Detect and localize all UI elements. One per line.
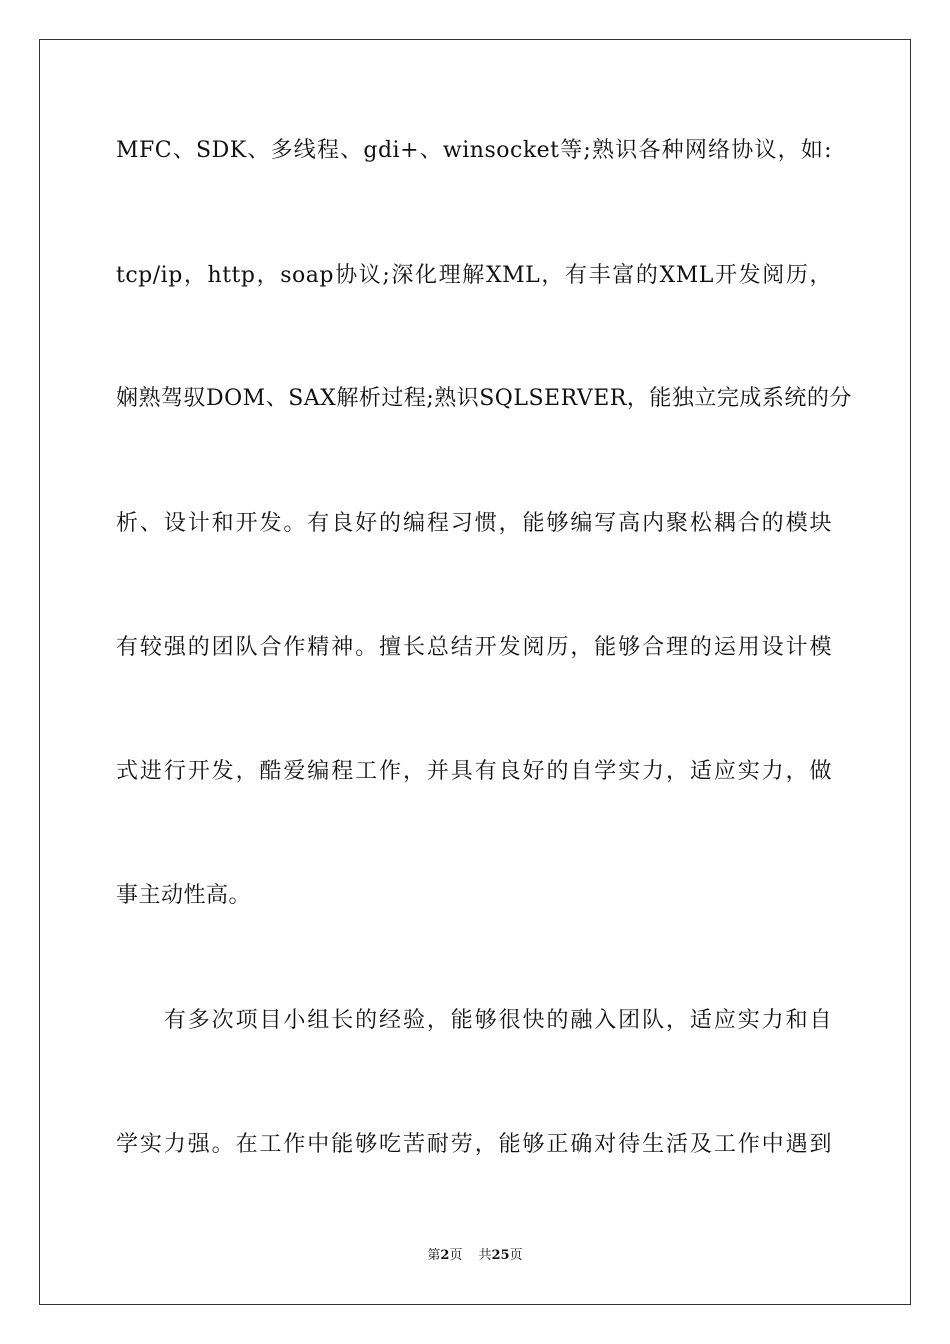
total-pages: 25 — [491, 1248, 510, 1263]
body-line-5: 有较强的团队合作精神。擅长总结开发阅历，能够合理的运用设计模 — [116, 635, 832, 660]
page-number: 2 — [440, 1248, 450, 1263]
body-line-7: 事主动性高。 — [116, 883, 252, 908]
body-line-3: 娴熟驾驭DOM、SAX解析过程;熟识SQLSERVER，能独立完成系统的分 — [116, 386, 852, 411]
total-prefix: 共 — [478, 1248, 492, 1263]
page-prefix: 第 — [427, 1248, 441, 1263]
body-line-1: MFC、SDK、多线程、gdi+、winsocket等;熟识各种网络协议，如: — [116, 138, 832, 163]
page-footer — [0, 1247, 950, 1265]
body-line-2: tcp/ip，http，soap协议;深化理解XML，有丰富的XML开发阅历， — [116, 263, 832, 288]
body-line-4: 析、设计和开发。有良好的编程习惯，能够编写高内聚松耦合的模块 — [116, 511, 832, 536]
body-line-6: 式进行开发，酷爱编程工作，并具有良好的自学实力，适应实力，做 — [116, 759, 832, 784]
page-frame — [39, 39, 911, 1305]
body-line-8: 有多次项目小组长的经验，能够很快的融入团队，适应实力和自 — [116, 1008, 832, 1033]
body-line-9: 学实力强。在工作中能够吃苦耐劳，能够正确对待生活及工作中遇到 — [116, 1132, 832, 1157]
page-suffix: 页 — [449, 1248, 463, 1263]
total-suffix: 页 — [509, 1248, 523, 1263]
